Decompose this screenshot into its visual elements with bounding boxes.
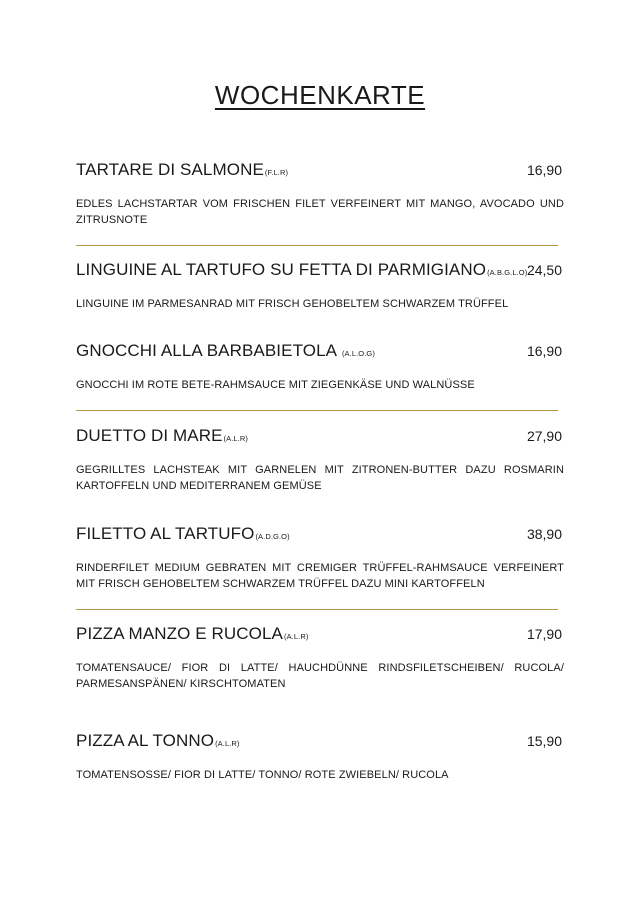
item-allergens: (A.L.R)	[283, 632, 309, 641]
item-name: DUETTO DI MARE(A.L.R)	[76, 426, 248, 445]
item-description: GNOCCHI IM ROTE BETE-RAHMSAUCE MIT ZIEGENKÄSE UND WALNÜSSE	[76, 379, 475, 391]
item-description: GEGRILLTES LACHSTEAK MIT GARNELEN MIT ZITRONEN-BUTTER DAZU ROSMARIN KARTOFFELN UND MEDITERRANEM GEMÜSE	[76, 464, 564, 492]
divider	[76, 609, 558, 610]
page-title: WOCHENKARTE	[214, 80, 426, 110]
item-allergens: (A.L.R)	[215, 739, 240, 748]
item-name: GNOCCHI ALLA BARBABIETOLA (A.L.O.G)	[76, 341, 375, 360]
item-allergens: (A.L.O.G)	[341, 349, 375, 358]
divider	[76, 245, 558, 246]
item-price: 16,90	[526, 343, 562, 359]
item-description: TOMATENSAUCE/ FIOR DI LATTE/ HAUCHDÜNNE RINDSFILETSCHEIBEN/ RUCOLA/ PARMESANSPÄNEN/ KIRSCHTOMATEN	[76, 662, 564, 690]
menu-item	[76, 260, 564, 312]
item-description: LINGUINE IM PARMESANRAD MIT FRISCH GEHOBELTEM SCHWARZEM TRÜFFEL	[76, 298, 509, 310]
item-price: 27,90	[526, 428, 562, 444]
item-price: 16,90	[526, 162, 562, 178]
item-name: PIZZA MANZO E RUCOLA(A.L.R)	[76, 624, 309, 643]
item-allergens: (A.B.G.L.O)	[487, 268, 528, 277]
item-allergens: (A.L.R)	[223, 434, 248, 443]
divider	[76, 410, 558, 411]
item-price: 38,90	[526, 526, 562, 542]
item-allergens: (F.L.R)	[264, 168, 289, 177]
item-price: 15,90	[526, 733, 562, 749]
item-name: PIZZA AL TONNO(A.L.R)	[76, 731, 240, 750]
item-price: 24,50	[526, 262, 562, 278]
item-name: TARTARE DI SALMONE(F.L.R)	[76, 160, 289, 179]
menu-item	[76, 524, 564, 592]
item-description: TOMATENSOSSE/ FIOR DI LATTE/ TONNO/ ROTE ZWIEBELN/ RUCOLA	[76, 769, 449, 781]
menu-item	[76, 160, 564, 228]
item-allergens: (A.D.G.O)	[255, 532, 290, 541]
item-name: FILETTO AL TARTUFO(A.D.G.O)	[76, 524, 290, 543]
menu-item	[76, 341, 564, 393]
item-price: 17,90	[526, 626, 562, 642]
menu-item	[76, 731, 564, 783]
menu-item	[76, 426, 564, 494]
item-name: LINGUINE AL TARTUFO SU FETTA DI PARMIGIANO(A.B.G.L.O)	[76, 260, 528, 279]
item-description: EDLES LACHSTARTAR VOM FRISCHEN FILET VERFEINERT MIT MANGO, AVOCADO UND ZITRUSNOTE	[76, 198, 564, 226]
menu-item	[76, 624, 564, 692]
item-description: RINDERFILET MEDIUM GEBRATEN MIT CREMIGER TRÜFFEL-RAHMSAUCE VERFEINERT MIT FRISCH GEHOBELTEM SCHWARZEM TRÜFFEL DAZU MINI KARTOFFELN	[76, 562, 564, 590]
